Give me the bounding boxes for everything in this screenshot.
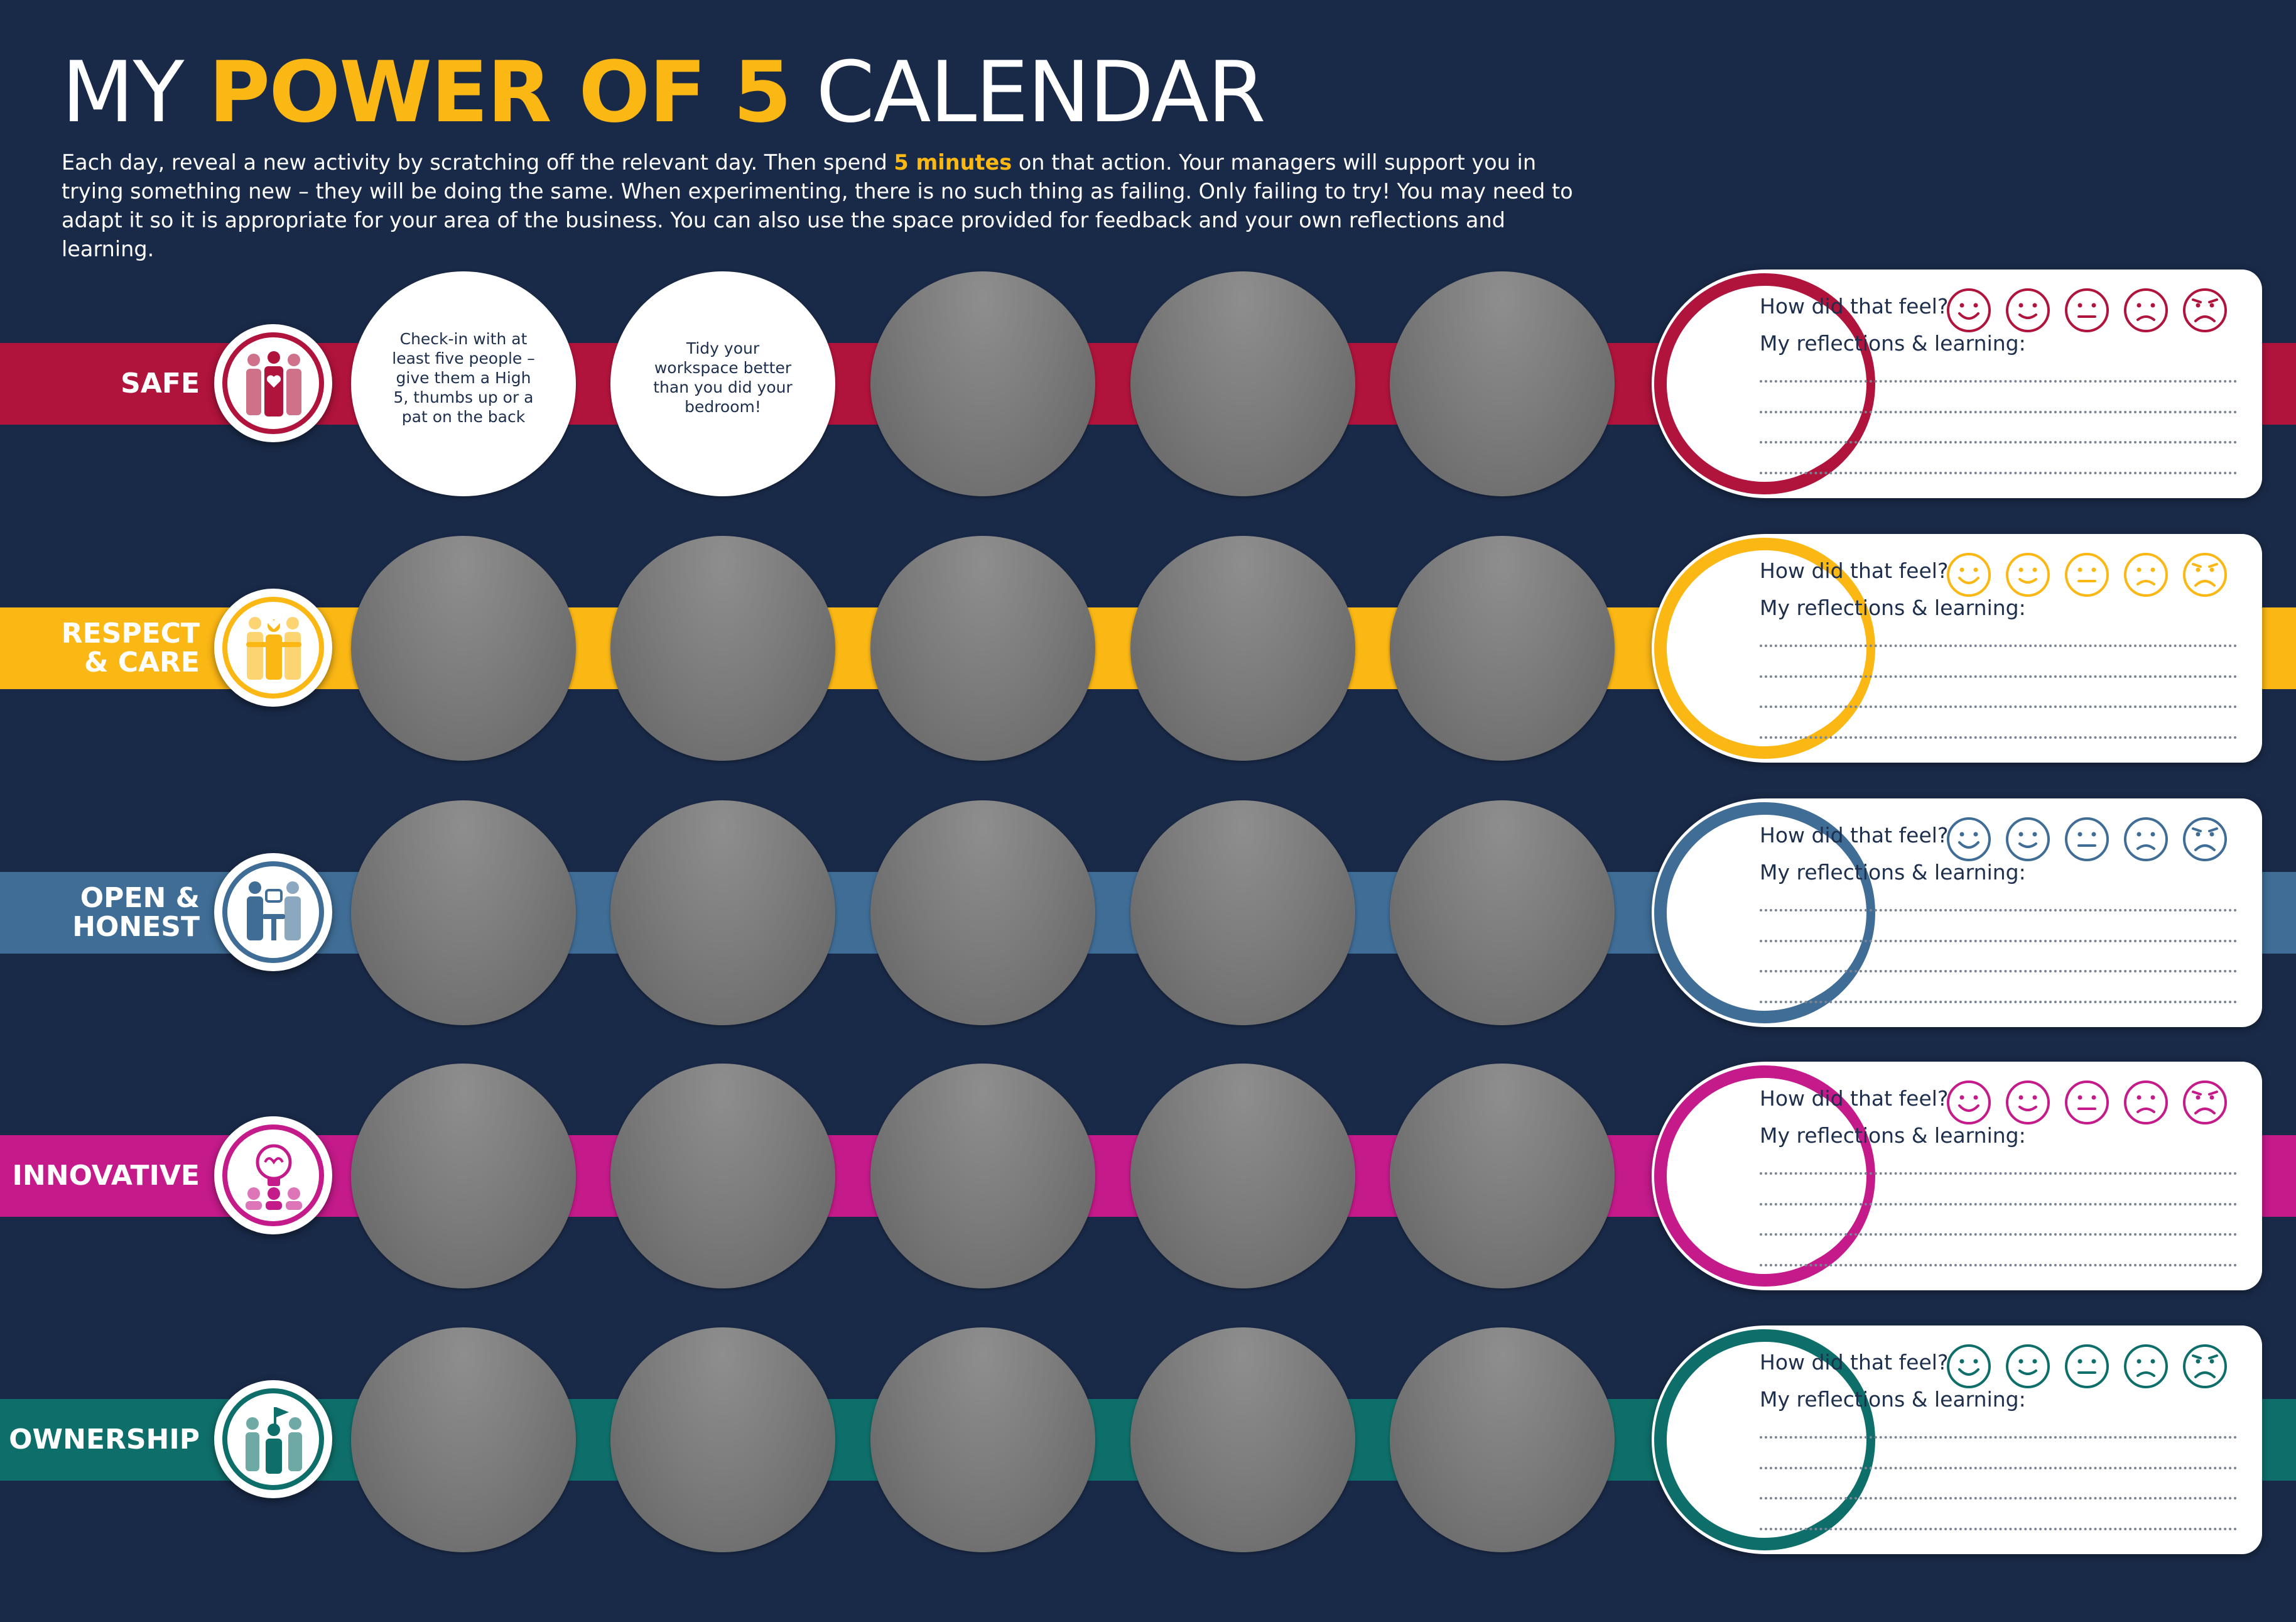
feel-label: How did that feel? (1760, 294, 1949, 318)
sad-face-icon[interactable] (2123, 552, 2169, 598)
very-happy-face-icon[interactable] (1946, 816, 1992, 863)
neutral-face-icon[interactable] (2064, 1079, 2110, 1126)
day-scratch-off[interactable] (351, 1327, 576, 1552)
day-scratch-off[interactable] (1390, 1064, 1615, 1288)
title-post: CALENDAR (816, 43, 1265, 141)
reflection-write-line[interactable] (1760, 1436, 2237, 1439)
neutral-face-icon[interactable] (2064, 1343, 2110, 1390)
people-heart-icon (241, 349, 306, 419)
people-meeting-icon (241, 878, 306, 948)
day-scratch-off[interactable] (1390, 800, 1615, 1025)
day-scratch-off[interactable] (870, 1064, 1095, 1288)
reflection-write-line[interactable] (1760, 736, 2237, 739)
day-scratch-off[interactable] (870, 1327, 1095, 1552)
reflection-write-line[interactable] (1760, 411, 2237, 413)
very-sad-face-icon[interactable] (2182, 287, 2228, 334)
happy-face-icon[interactable] (2005, 1343, 2051, 1390)
reflection-label: My reflections & learning: (1760, 1123, 2026, 1148)
sad-face-icon[interactable] (2123, 287, 2169, 334)
day-activity-text: Tidy your workspace better than you did your bedroom! (653, 339, 793, 416)
reflection-write-line[interactable] (1760, 380, 2237, 383)
reflection-write-line[interactable] (1760, 1528, 2237, 1530)
feel-label: How did that feel? (1760, 1086, 1949, 1111)
intro-highlight: 5 minutes (894, 150, 1012, 175)
value-badge (214, 324, 332, 442)
reflection-panel (1652, 269, 2262, 498)
reflection-write-line[interactable] (1760, 675, 2237, 678)
very-happy-face-icon[interactable] (1946, 1079, 1992, 1126)
day-activity-revealed[interactable] (351, 271, 576, 496)
very-sad-face-icon[interactable] (2182, 1079, 2228, 1126)
calendar-row (0, 1327, 2296, 1560)
neutral-face-icon[interactable] (2064, 287, 2110, 334)
calendar-row (0, 800, 2296, 1033)
day-scratch-off[interactable] (1130, 800, 1355, 1025)
feel-label: How did that feel? (1760, 558, 1949, 583)
row-label: RESPECT & CARE (61, 618, 200, 678)
very-sad-face-icon[interactable] (2182, 1343, 2228, 1390)
lightbulb-brain-icon (241, 1141, 306, 1211)
reflection-write-line[interactable] (1760, 1497, 2237, 1500)
reflection-write-line[interactable] (1760, 472, 2237, 474)
day-scratch-off[interactable] (610, 536, 835, 761)
very-happy-face-icon[interactable] (1946, 552, 1992, 598)
day-scratch-off[interactable] (1130, 1064, 1355, 1288)
reflection-write-line[interactable] (1760, 705, 2237, 708)
intro-post: on that action. Your managers will support you in trying something new – they will be doing the same. When experimenting, there is no such thing as failing. Only failing to try! You may need to adapt it so it is appropriate for your area of the business. You can also use the space provided for feedback and your own reflections and learning. (62, 150, 1573, 261)
reflection-label: My reflections & learning: (1760, 596, 2026, 620)
day-scratch-off[interactable] (351, 536, 576, 761)
row-label: INNOVATIVE (12, 1160, 200, 1192)
very-sad-face-icon[interactable] (2182, 816, 2228, 863)
reflection-label: My reflections & learning: (1760, 860, 2026, 884)
row-label: OWNERSHIP (9, 1423, 200, 1456)
reflection-write-line[interactable] (1760, 1467, 2237, 1469)
day-scratch-off[interactable] (1130, 271, 1355, 496)
reflection-panel (1652, 1062, 2262, 1290)
day-scratch-off[interactable] (870, 271, 1095, 496)
reflection-panel (1652, 798, 2262, 1027)
reflection-write-line[interactable] (1760, 1203, 2237, 1206)
day-scratch-off[interactable] (351, 800, 576, 1025)
reflection-write-line[interactable] (1760, 1233, 2237, 1236)
day-scratch-off[interactable] (1390, 536, 1615, 761)
calendar-row (0, 536, 2296, 768)
reflection-write-line[interactable] (1760, 1001, 2237, 1003)
feel-label: How did that feel? (1760, 1350, 1949, 1374)
very-happy-face-icon[interactable] (1946, 1343, 1992, 1390)
row-label: SAFE (121, 367, 200, 400)
day-scratch-off[interactable] (610, 1064, 835, 1288)
page-title (62, 43, 1265, 141)
people-together-heart-icon (241, 613, 306, 683)
calendar-row (0, 1064, 2296, 1296)
happy-face-icon[interactable] (2005, 552, 2051, 598)
reflection-write-line[interactable] (1760, 909, 2237, 912)
people-flag-icon (241, 1405, 306, 1475)
reflection-write-line[interactable] (1760, 1264, 2237, 1266)
intro-text (62, 148, 1581, 264)
sad-face-icon[interactable] (2123, 816, 2169, 863)
day-scratch-off[interactable] (1130, 1327, 1355, 1552)
reflection-label: My reflections & learning: (1760, 1387, 2026, 1412)
neutral-face-icon[interactable] (2064, 816, 2110, 863)
calendar-row (0, 271, 2296, 504)
reflection-panel (1652, 1325, 2262, 1554)
day-scratch-off[interactable] (610, 1327, 835, 1552)
day-scratch-off[interactable] (870, 800, 1095, 1025)
day-activity-revealed[interactable] (610, 271, 835, 496)
reflection-panel (1652, 534, 2262, 763)
row-label: OPEN & HONEST (72, 882, 200, 943)
sad-face-icon[interactable] (2123, 1079, 2169, 1126)
value-badge (214, 1380, 332, 1498)
day-scratch-off[interactable] (351, 1064, 576, 1288)
day-scratch-off[interactable] (870, 536, 1095, 761)
day-scratch-off[interactable] (610, 800, 835, 1025)
title-pre: MY (62, 43, 183, 141)
happy-face-icon[interactable] (2005, 1079, 2051, 1126)
reflection-label: My reflections & learning: (1760, 331, 2026, 356)
reflection-write-line[interactable] (1760, 645, 2237, 647)
neutral-face-icon[interactable] (2064, 552, 2110, 598)
very-sad-face-icon[interactable] (2182, 552, 2228, 598)
happy-face-icon[interactable] (2005, 287, 2051, 334)
reflection-write-line[interactable] (1760, 970, 2237, 972)
value-badge (214, 853, 332, 971)
feel-label: How did that feel? (1760, 823, 1949, 847)
value-badge (214, 1116, 332, 1234)
day-scratch-off[interactable] (1390, 1327, 1615, 1552)
value-badge (214, 589, 332, 707)
day-scratch-off[interactable] (1130, 536, 1355, 761)
day-scratch-off[interactable] (1390, 271, 1615, 496)
reflection-write-line[interactable] (1760, 441, 2237, 444)
title-accent: POWER OF 5 (208, 43, 791, 141)
reflection-write-line[interactable] (1760, 940, 2237, 942)
happy-face-icon[interactable] (2005, 816, 2051, 863)
intro-pre: Each day, reveal a new activity by scratching off the relevant day. Then spend (62, 150, 887, 175)
reflection-write-line[interactable] (1760, 1172, 2237, 1175)
sad-face-icon[interactable] (2123, 1343, 2169, 1390)
very-happy-face-icon[interactable] (1946, 287, 1992, 334)
day-activity-text: Check-in with at least five people – give them a High 5, thumbs up or a pat on the back (392, 329, 535, 426)
